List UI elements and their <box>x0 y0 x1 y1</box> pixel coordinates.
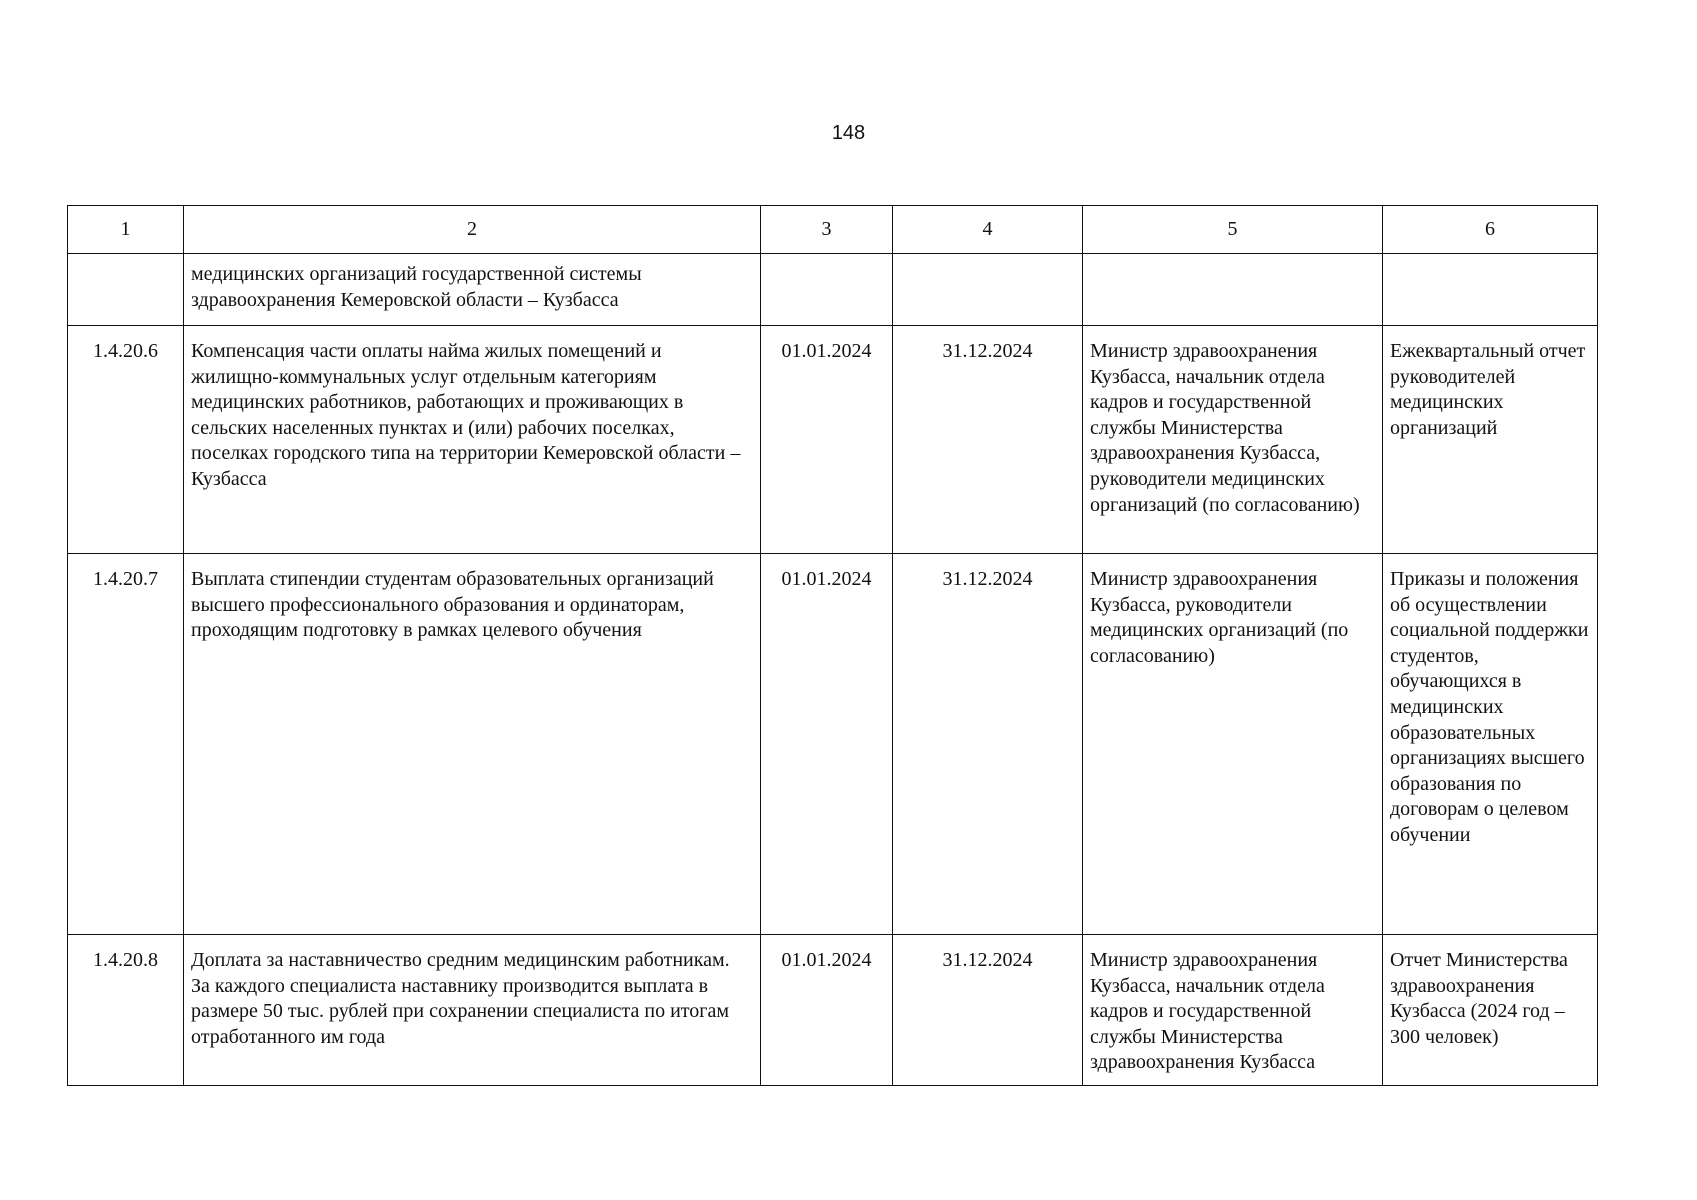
result-cell <box>1383 254 1598 326</box>
responsible-cell: Министр здравоохранения Кузбасса, руководители медицинских организаций (по согласованию) <box>1083 554 1383 935</box>
start-date-cell: 01.01.2024 <box>761 554 893 935</box>
responsible-cell: Министр здравоохранения Кузбасса, начальник отдела кадров и государственной службы Министерства здравоохранения Кузбасса <box>1083 935 1383 1086</box>
table-row <box>68 326 1598 554</box>
measures-table <box>67 205 1598 1086</box>
column-header: 6 <box>1383 206 1598 254</box>
table-row <box>68 554 1598 935</box>
result-cell: Ежеквартальный отчет руководителей медицинских организаций <box>1383 326 1598 554</box>
measure-text-cell: Доплата за наставничество средним медицинским работникам. За каждого специалиста наставнику производится выплата в размере 50 тыс. рублей при сохранении специалиста по итогам отработанного им года <box>184 935 761 1086</box>
row-number-cell: 1.4.20.7 <box>68 554 184 935</box>
responsible-cell <box>1083 254 1383 326</box>
end-date-cell: 31.12.2024 <box>893 554 1083 935</box>
start-date-cell <box>761 254 893 326</box>
column-header: 4 <box>893 206 1083 254</box>
result-cell: Приказы и положения об осуществлении социальной поддержки студентов, обучающихся в медицинских образовательных организациях высшего образования по договорам о целевом обучении <box>1383 554 1598 935</box>
measure-text-cell: Компенсация части оплаты найма жилых помещений и жилищно-коммунальных услуг отдельным категориям медицинских работников, работающих и проживающих в сельских населенных пунктах и (или) рабочих поселках, поселках городского типа на территории Кемеровской области – Кузбасса <box>184 326 761 554</box>
start-date-cell: 01.01.2024 <box>761 935 893 1086</box>
column-header: 2 <box>184 206 761 254</box>
measure-text-cell: медицинских организаций государственной системы здравоохранения Кемеровской области – Кузбасса <box>184 254 761 326</box>
page-number: 148 <box>831 122 866 144</box>
end-date-cell: 31.12.2024 <box>893 935 1083 1086</box>
column-header: 1 <box>68 206 184 254</box>
table-row <box>68 254 1598 326</box>
row-number-cell <box>68 254 184 326</box>
table-header-row <box>68 206 1598 254</box>
result-cell: Отчет Министерства здравоохранения Кузбасса (2024 год – 300 человек) <box>1383 935 1598 1086</box>
end-date-cell <box>893 254 1083 326</box>
measure-text-cell: Выплата стипендии студентам образовательных организаций высшего профессионального образования и ординаторам, проходящим подготовку в рамках целевого обучения <box>184 554 761 935</box>
row-number-cell: 1.4.20.8 <box>68 935 184 1086</box>
column-header: 5 <box>1083 206 1383 254</box>
responsible-cell: Министр здравоохранения Кузбасса, начальник отдела кадров и государственной службы Министерства здравоохранения Кузбасса, руководители медицинских организаций (по согласованию) <box>1083 326 1383 554</box>
column-header: 3 <box>761 206 893 254</box>
start-date-cell: 01.01.2024 <box>761 326 893 554</box>
table-row <box>68 935 1598 1086</box>
end-date-cell: 31.12.2024 <box>893 326 1083 554</box>
row-number-cell: 1.4.20.6 <box>68 326 184 554</box>
